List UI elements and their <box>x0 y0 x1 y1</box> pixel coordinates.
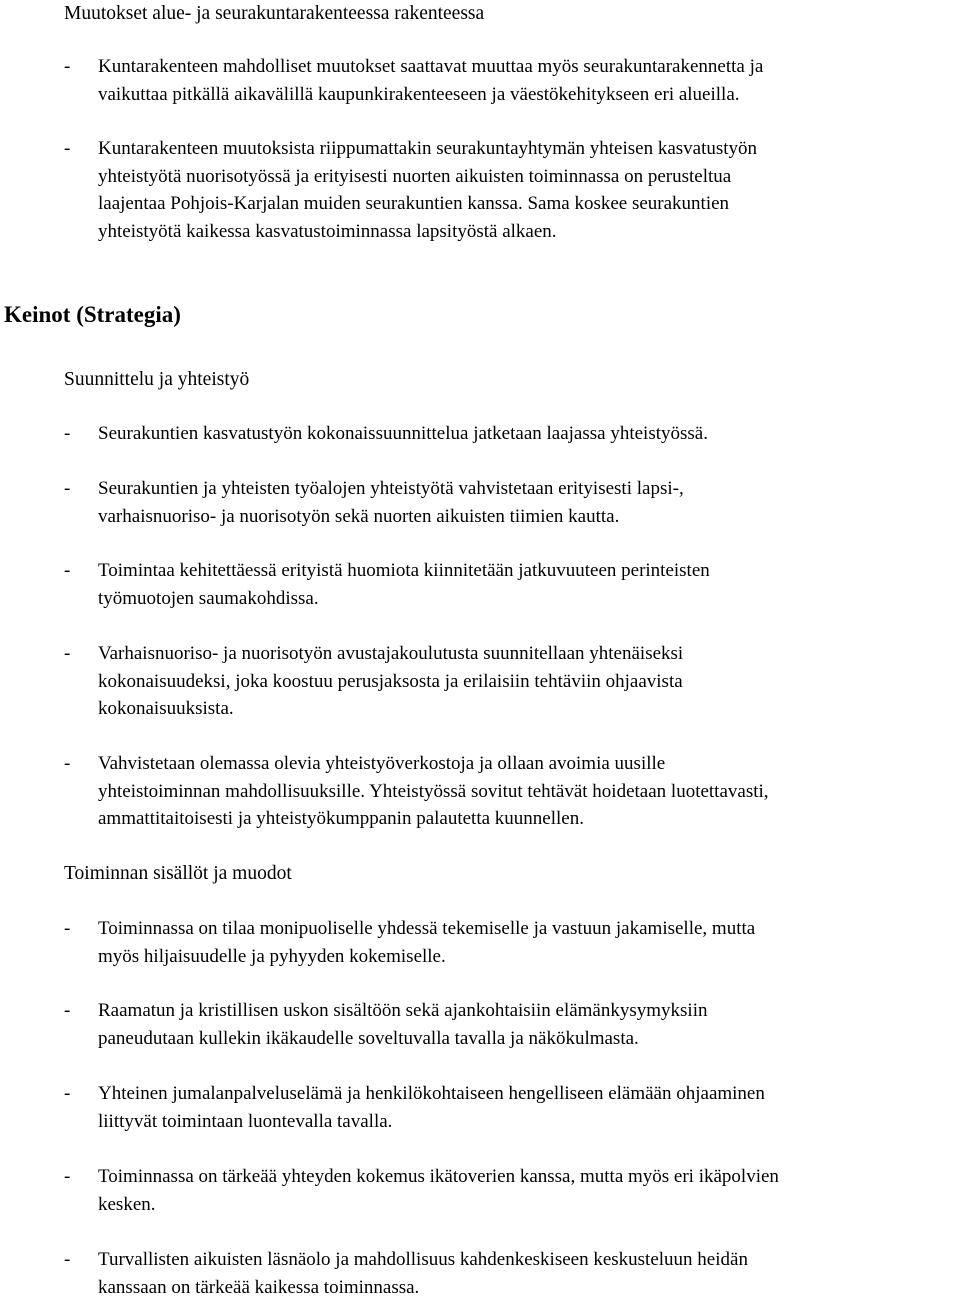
text-line: vaikuttaa pitkällä aikavälillä kaupunkirakenteeseen ja väestökehitykseen eri alueilla. <box>98 81 960 109</box>
text-line: laajentaa Pohjois-Karjalan muiden seurakuntien kanssa. Sama koskee seurakuntien <box>98 190 960 218</box>
bullet-dash: - <box>64 915 70 943</box>
bullet-dash: - <box>64 997 70 1025</box>
list-item-text <box>98 475 960 530</box>
text-line: Seurakuntien ja yhteisten työalojen yhteistyötä vahvistetaan erityisesti lapsi-, <box>98 475 960 503</box>
bullet-dash: - <box>64 135 70 163</box>
text-line: Turvallisten aikuisten läsnäolo ja mahdollisuus kahdenkeskiseen keskusteluun heidän <box>98 1246 960 1274</box>
list-item-text <box>98 1080 960 1135</box>
text-line: Toiminnassa on tilaa monipuoliselle yhdessä tekemiselle ja vastuun jakamiselle, mutta <box>98 915 960 943</box>
list-item <box>64 1163 960 1218</box>
list-item-text <box>98 420 960 448</box>
text-line: myös hiljaisuudelle ja pyhyyden kokemiselle. <box>98 943 960 971</box>
text-line: paneudutaan kullekin ikäkaudelle soveltuvalla tavalla ja näkökulmasta. <box>98 1025 960 1053</box>
list-item-text <box>98 53 960 108</box>
bullet-dash: - <box>64 557 70 585</box>
section-title-suunnittelu: Suunnittelu ja yhteistyö <box>64 366 249 394</box>
list-item-text <box>98 997 960 1052</box>
text-line: Kuntarakenteen muutoksista riippumattakin seurakuntayhtymän yhteisen kasvatustyön <box>98 135 960 163</box>
list-item <box>64 557 960 612</box>
list-item-text <box>98 915 960 970</box>
text-line: kesken. <box>98 1191 960 1219</box>
bullet-dash: - <box>64 750 70 778</box>
text-line: Kuntarakenteen mahdolliset muutokset saattavat muuttaa myös seurakuntarakennetta ja <box>98 53 960 81</box>
list-item <box>64 915 960 970</box>
text-line: yhteistyötä nuorisotyössä ja erityisesti nuorten aikuisten toiminnassa on perusteltua <box>98 163 960 191</box>
list-item-text <box>98 135 960 245</box>
list-item-text <box>98 1246 960 1301</box>
list-item <box>64 1080 960 1135</box>
section-title-sisallot: Toiminnan sisällöt ja muodot <box>64 860 292 888</box>
text-line: Seurakuntien kasvatustyön kokonaissuunnittelua jatketaan laajassa yhteistyössä. <box>98 420 960 448</box>
bullet-dash: - <box>64 1163 70 1191</box>
bullet-dash: - <box>64 475 70 503</box>
bullet-dash: - <box>64 53 70 81</box>
list-item <box>64 640 960 723</box>
text-line: yhteistoiminnan mahdollisuuksille. Yhteistyössä sovitut tehtävät hoidetaan luotettavasti, <box>98 778 960 806</box>
text-line: kanssaan on tärkeää kaikessa toiminnassa. <box>98 1274 960 1301</box>
text-line: Raamatun ja kristillisen uskon sisältöön sekä ajankohtaisiin elämänkysymyksiin <box>98 997 960 1025</box>
section-title-alue: Muutokset alue- ja seurakuntarakenteessa rakenteessa <box>64 0 484 28</box>
list-item <box>64 135 960 245</box>
text-line: työmuotojen saumakohdissa. <box>98 585 960 613</box>
list-item <box>64 420 960 448</box>
list-item <box>64 750 960 833</box>
list-item-text <box>98 1163 960 1218</box>
text-line: varhaisnuoriso- ja nuorisotyön sekä nuorten aikuisten tiimien kautta. <box>98 503 960 531</box>
text-line: Toiminnassa on tärkeää yhteyden kokemus ikätoverien kanssa, mutta myös eri ikäpolvien <box>98 1163 960 1191</box>
strategy-heading: Keinot (Strategia) <box>4 300 181 330</box>
text-line: yhteistyötä kaikessa kasvatustoiminnassa lapsityöstä alkaen. <box>98 218 960 246</box>
text-line: ammattitaitoisesti ja yhteistyökumppanin palautetta kuunnellen. <box>98 805 960 833</box>
list-item <box>64 53 960 108</box>
text-line: Vahvistetaan olemassa olevia yhteistyöverkostoja ja ollaan avoimia uusille <box>98 750 960 778</box>
bullet-dash: - <box>64 420 70 448</box>
list-item <box>64 475 960 530</box>
list-item <box>64 1246 960 1301</box>
text-line: liittyvät toimintaan luontevalla tavalla. <box>98 1108 960 1136</box>
bullet-dash: - <box>64 1246 70 1274</box>
list-item-text <box>98 750 960 833</box>
bullet-dash: - <box>64 1080 70 1108</box>
list-item <box>64 997 960 1052</box>
text-line: Varhaisnuoriso- ja nuorisotyön avustajakoulutusta suunnitellaan yhtenäiseksi <box>98 640 960 668</box>
bullet-dash: - <box>64 640 70 668</box>
text-line: kokonaisuuksista. <box>98 695 960 723</box>
text-line: Yhteinen jumalanpalveluselämä ja henkilökohtaiseen hengelliseen elämään ohjaaminen <box>98 1080 960 1108</box>
text-line: kokonaisuudeksi, joka koostuu perusjaksosta ja erilaisiin tehtäviin ohjaavista <box>98 668 960 696</box>
text-line: Toimintaa kehitettäessä erityistä huomiota kiinnitetään jatkuvuuteen perinteisten <box>98 557 960 585</box>
list-item-text <box>98 640 960 723</box>
list-item-text <box>98 557 960 612</box>
